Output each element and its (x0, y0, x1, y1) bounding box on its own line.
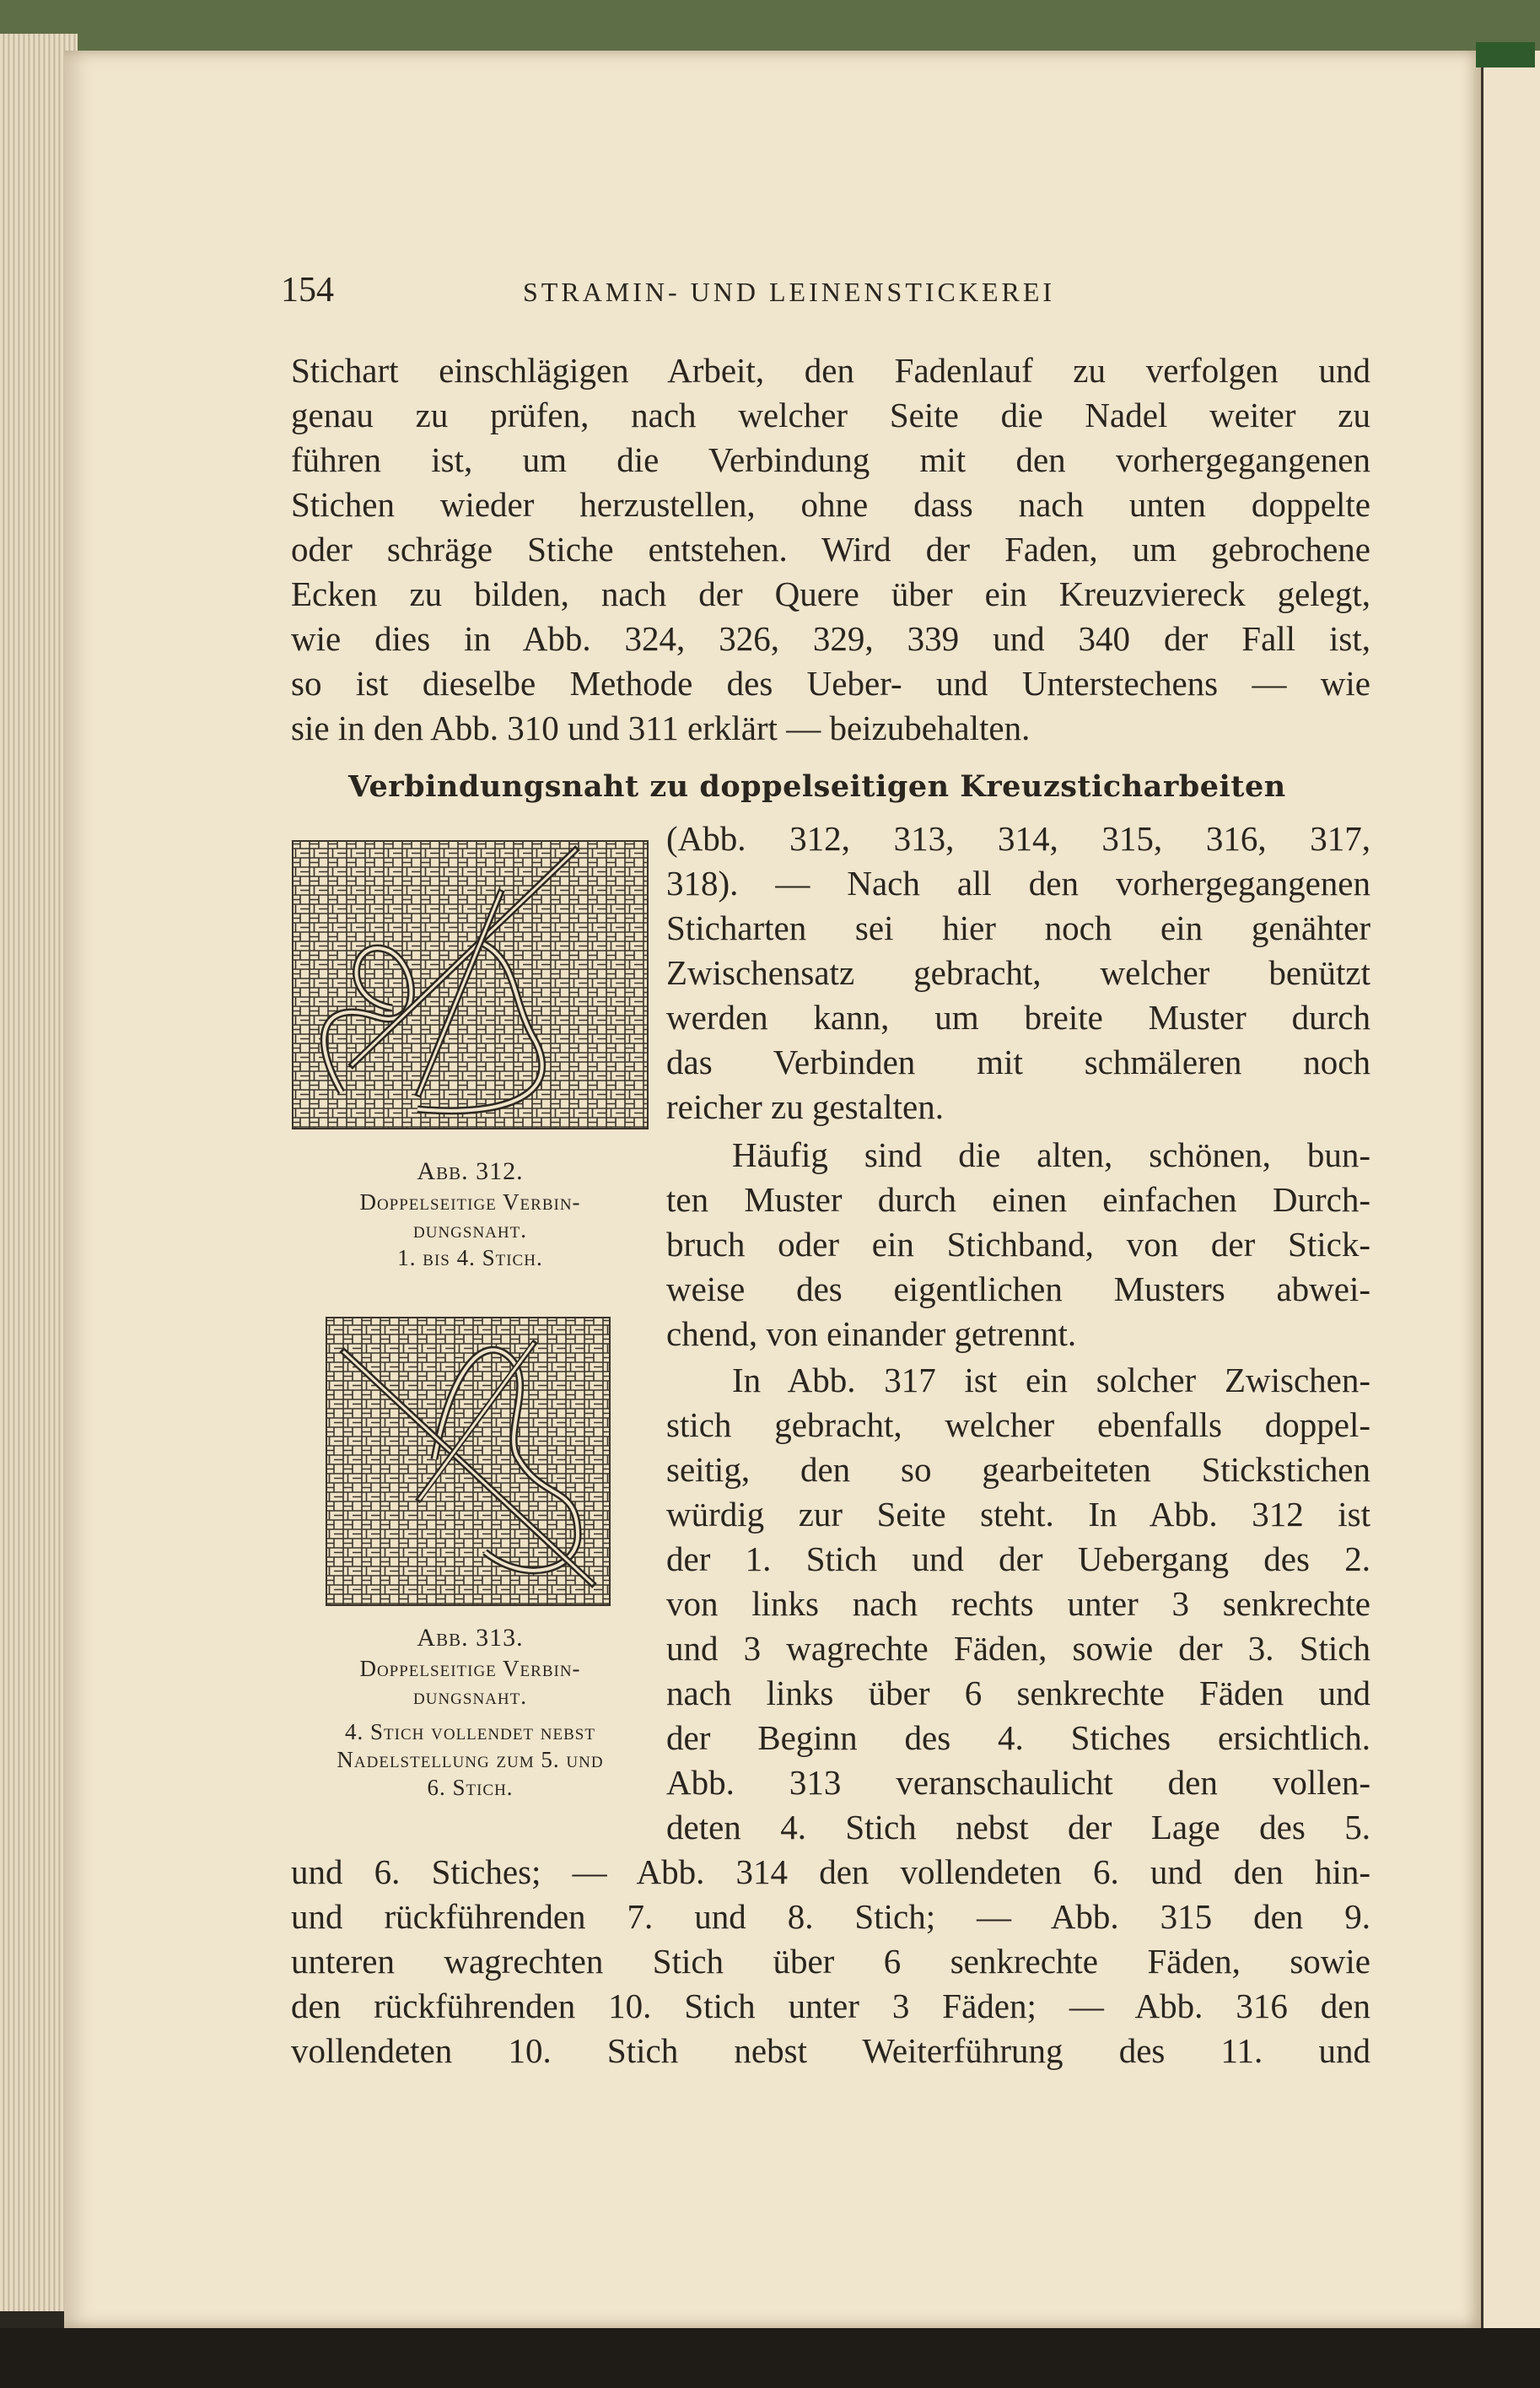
text-line: 318). — Nach all den vorhergegangenen (666, 864, 1370, 903)
text-line: wie dies in Abb. 324, 326, 329, 339 und 340 der Fall ist, (291, 619, 1370, 658)
text-line: reicher zu gestalten. (666, 1087, 944, 1126)
text-line: den rückführenden 10. Stich unter 3 Fäden; — Abb. 316 den (291, 1986, 1370, 2025)
text-line: seitig, den so gearbeiteten Stickstichen (666, 1450, 1370, 1489)
book-bottom (0, 2328, 1540, 2388)
text-line: von links nach rechts unter 3 senkrechte (666, 1584, 1370, 1623)
text-line: und 3 wagrechte Fäden, sowie der 3. Stich (666, 1629, 1370, 1668)
figure-caption: Doppelseitige Verbin- (359, 1656, 581, 1681)
text-line: weise des eigentlichen Musters abwei- (666, 1269, 1370, 1308)
text-line: Zwischensatz gebracht, welcher benützt (666, 953, 1370, 992)
text-line: stich gebracht, welcher ebenfalls doppel- (666, 1405, 1370, 1444)
section-heading: Verbindungsnaht zu doppelseitigen Kreuzsticharbeiten (348, 769, 1286, 804)
figure-caption: 1. bis 4. Stich. (397, 1245, 543, 1270)
text-line: Häufig sind die alten, schönen, bun- (732, 1135, 1370, 1174)
text-line: und 6. Stiches; — Abb. 314 den vollendeten 6. und den hin- (291, 1852, 1370, 1891)
text-line: das Verbinden mit schmäleren noch (666, 1043, 1370, 1081)
text-line: so ist dieselbe Methode des Ueber- und Unterstechens — wie (291, 664, 1370, 703)
text-line: In Abb. 317 ist ein solcher Zwischen- (732, 1361, 1370, 1399)
text-line: Ecken zu bilden, nach der Quere über ein Kreuzviereck gelegt, (291, 574, 1370, 613)
figure-caption: dungsnaht. (413, 1684, 527, 1709)
text-line: Abb. 313 veranschaulicht den vollen- (666, 1763, 1370, 1802)
text-line: ten Muster durch einen einfachen Durch- (666, 1180, 1370, 1219)
next-page-edge (1481, 51, 1540, 2328)
text-line: genau zu prüfen, nach welcher Seite die Nadel weiter zu (291, 396, 1370, 434)
figure-caption: Doppelseitige Verbin- (359, 1189, 581, 1215)
figure-caption: Nadelstellung zum 5. und (337, 1747, 604, 1772)
text-line: der 1. Stich und der Uebergang des 2. (666, 1539, 1370, 1578)
running-head: STRAMIN- UND LEINENSTICKEREI (523, 277, 1056, 307)
text-line: oder schräge Stiche entstehen. Wird der Faden, um gebrochene (291, 530, 1370, 569)
figure-label: Abb. 312. (417, 1157, 524, 1185)
stitch-illustration-312 (291, 839, 649, 1130)
text-line: werden kann, um breite Muster durch (666, 998, 1370, 1037)
bookmark-ribbon (1476, 42, 1535, 67)
text-line: deten 4. Stich nebst der Lage des 5. (666, 1808, 1370, 1846)
figure-caption: dungsnaht. (413, 1217, 527, 1243)
figure-caption: 6. Stich. (427, 1775, 514, 1800)
stitch-illustration-313 (325, 1316, 611, 1607)
text-line: unteren wagrechten Stich über 6 senkrechte Fäden, sowie (291, 1942, 1370, 1981)
text-line: sie in den Abb. 310 und 311 erklärt — beizubehalten. (291, 709, 1031, 747)
text-line: und rückführenden 7. und 8. Stich; — Abb. 315 den 9. (291, 1897, 1370, 1936)
text-line: nach links über 6 senkrechte Fäden und (666, 1674, 1370, 1712)
text-line: führen ist, um die Verbindung mit den vorhergegangenen (291, 440, 1370, 479)
text-line: würdig zur Seite steht. In Abb. 312 ist (666, 1495, 1370, 1534)
text-line: Sticharten sei hier noch ein genähter (666, 908, 1370, 947)
text-line: chend, von einander getrennt. (666, 1314, 1077, 1353)
text-line: der Beginn des 4. Stiches ersichtlich. (666, 1718, 1370, 1757)
figure-label: Abb. 313. (417, 1624, 524, 1652)
figure-caption: 4. Stich vollendet nebst (345, 1719, 595, 1744)
text-line: vollendeten 10. Stich nebst Weiterführung des 11. und (291, 2031, 1370, 2070)
text-line: Stichart einschlägigen Arbeit, den Fadenlauf zu verfolgen und (291, 351, 1370, 390)
text-line: (Abb. 312, 313, 314, 315, 316, 317, (666, 819, 1370, 858)
text-line: Stichen wieder herzustellen, ohne dass nach unten doppelte (291, 485, 1370, 524)
page-number: 154 (281, 271, 334, 310)
text-line: bruch oder ein Stichband, von der Stick- (666, 1225, 1370, 1264)
